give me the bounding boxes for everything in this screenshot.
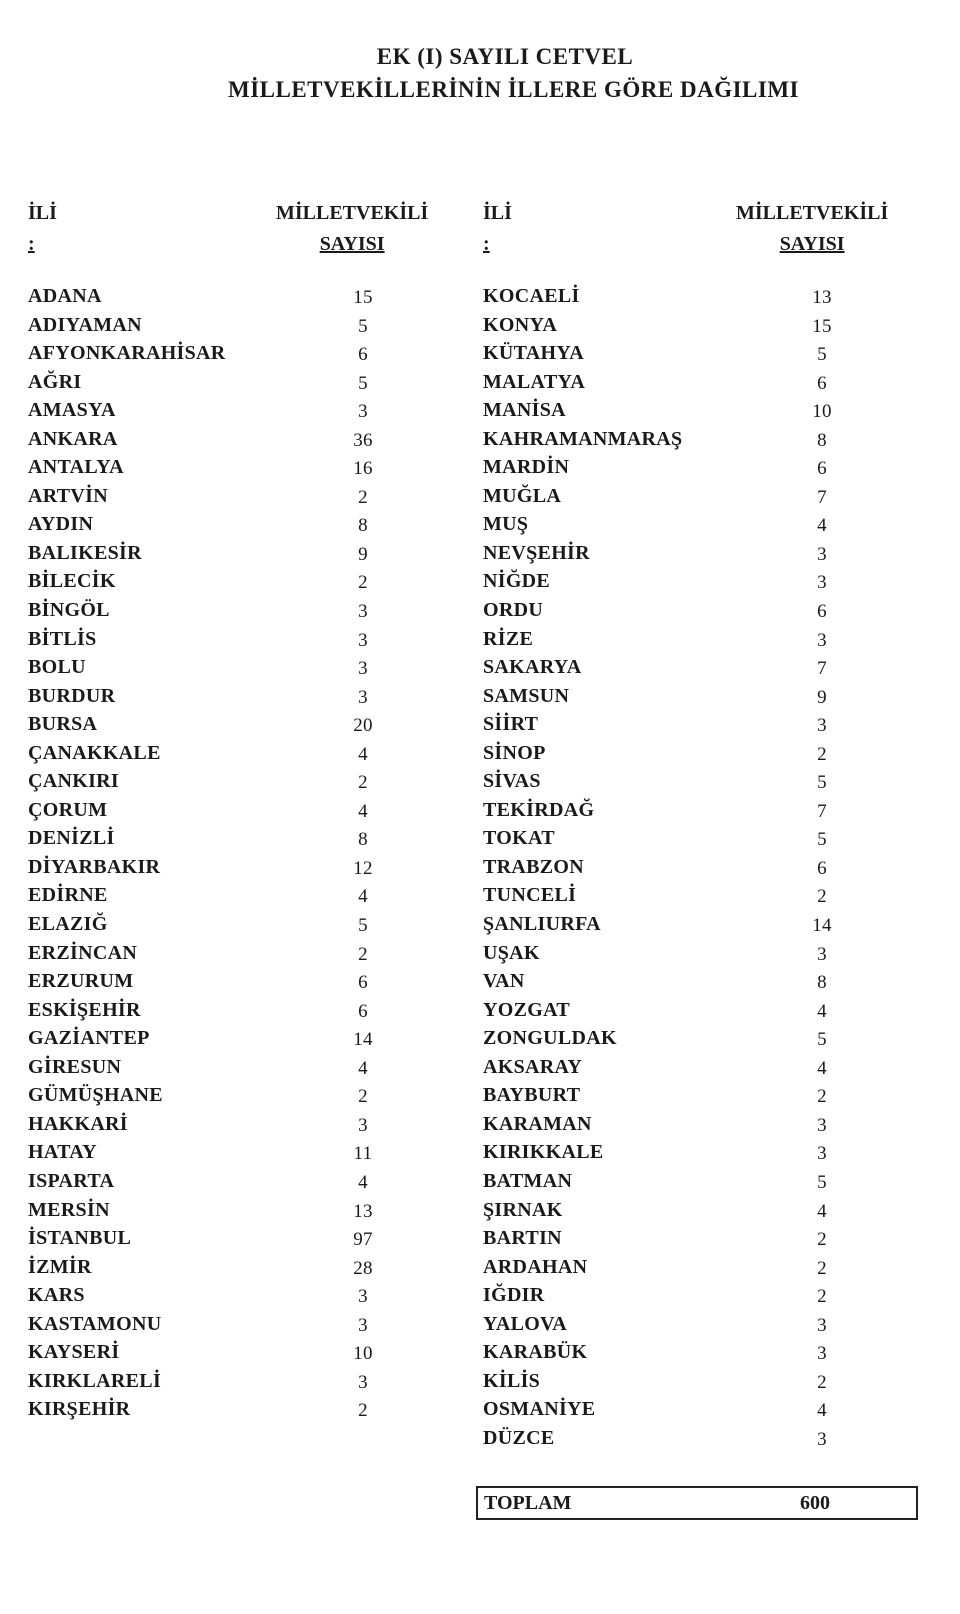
deputy-count: 8 [817, 972, 827, 994]
header-mv-sub: SAYISI [319, 233, 385, 255]
province-name: BİTLİS [28, 627, 97, 650]
province-name: BURSA [28, 713, 98, 736]
header-il-left [28, 198, 57, 260]
province-row [28, 542, 448, 571]
deputy-count: 6 [817, 372, 827, 394]
province-name: KOCAELİ [483, 285, 580, 307]
province-row [28, 1370, 448, 1399]
province-row [483, 570, 913, 599]
header-il-label: İLİ [483, 202, 512, 224]
province-row [28, 970, 448, 999]
province-name: KÜTAHYA [483, 342, 585, 365]
deputy-count: 6 [817, 857, 827, 879]
province-row [28, 770, 448, 799]
province-row [28, 1199, 448, 1228]
province-row [483, 342, 913, 371]
document-subtitle: MİLLETVEKİLLERİNİN İLLERE GÖRE DAĞILIMI [228, 77, 799, 102]
province-name: ADIYAMAN [28, 313, 142, 336]
deputy-count: 5 [358, 915, 368, 937]
province-row [483, 856, 913, 885]
header-il-label: İLİ [28, 202, 57, 224]
province-name: BURDUR [28, 684, 116, 707]
province-row [28, 285, 448, 314]
deputy-count: 3 [817, 1314, 827, 1336]
deputy-count: 14 [812, 915, 832, 937]
deputy-count: 4 [358, 800, 368, 822]
deputy-count: 16 [353, 458, 373, 480]
province-name: SİNOP [483, 741, 546, 764]
province-name: ADANA [28, 285, 102, 307]
province-name: MANİSA [483, 399, 566, 422]
province-name: RİZE [483, 627, 534, 650]
province-name: MERSİN [28, 1198, 110, 1221]
deputy-count: 3 [817, 629, 827, 651]
province-name: KONYA [483, 313, 558, 336]
document-title: EK (I) SAYILI CETVEL [376, 44, 634, 69]
province-row [483, 1341, 913, 1370]
province-row [28, 1056, 448, 1085]
province-row [483, 913, 913, 942]
province-row [28, 513, 448, 542]
province-row [28, 314, 448, 343]
deputy-count: 3 [358, 686, 368, 708]
province-row [28, 913, 448, 942]
province-row [28, 685, 448, 714]
province-row [483, 685, 913, 714]
province-row [483, 1398, 913, 1427]
province-row [28, 1313, 448, 1342]
province-name: ERZURUM [28, 970, 134, 993]
province-row [28, 999, 448, 1028]
header-il-right [483, 198, 512, 260]
province-name: DÜZCE [483, 1426, 555, 1449]
province-name: SİİRT [483, 713, 539, 736]
header-il-mark: : [28, 233, 35, 255]
province-name: ISPARTA [28, 1169, 115, 1192]
province-list-right [483, 285, 913, 1455]
province-name: TOKAT [483, 827, 555, 850]
province-row [28, 1398, 448, 1427]
province-name: AĞRI [28, 370, 82, 393]
deputy-count: 4 [358, 743, 368, 765]
province-row [28, 1113, 448, 1142]
deputy-count: 14 [353, 1029, 373, 1051]
province-row [483, 999, 913, 1028]
province-name: ARDAHAN [483, 1255, 588, 1278]
province-row [28, 599, 448, 628]
deputy-count: 10 [812, 401, 832, 423]
deputy-count: 4 [358, 1057, 368, 1079]
province-name: BATMAN [483, 1169, 573, 1192]
province-name: İZMİR [28, 1255, 92, 1278]
deputy-count: 7 [817, 486, 827, 508]
province-row [483, 1027, 913, 1056]
deputy-count: 11 [353, 1143, 373, 1165]
province-name: OSMANİYE [483, 1398, 596, 1421]
province-row [483, 656, 913, 685]
province-name: GİRESUN [28, 1055, 122, 1078]
province-name: MUŞ [483, 513, 529, 536]
province-row [483, 428, 913, 457]
province-list-left [28, 285, 448, 1427]
province-name: UŞAK [483, 941, 540, 964]
province-row [483, 1313, 913, 1342]
province-name: ÇORUM [28, 798, 108, 821]
province-row [483, 1427, 913, 1456]
deputy-count: 9 [817, 686, 827, 708]
province-name: KARS [28, 1284, 85, 1307]
province-row [483, 485, 913, 514]
province-name: BOLU [28, 656, 86, 679]
province-name: MUĞLA [483, 484, 562, 507]
province-row [28, 713, 448, 742]
province-row [28, 428, 448, 457]
province-row [483, 599, 913, 628]
header-mv-sub: SAYISI [779, 233, 845, 255]
deputy-count: 3 [358, 601, 368, 623]
deputy-count: 20 [353, 715, 373, 737]
province-row [28, 884, 448, 913]
deputy-count: 6 [358, 344, 368, 366]
province-name: YOZGAT [483, 998, 570, 1021]
province-name: TRABZON [483, 855, 585, 878]
deputy-count: 4 [817, 1057, 827, 1079]
deputy-count: 36 [353, 429, 373, 451]
deputy-count: 2 [817, 1086, 827, 1108]
deputy-count: 3 [817, 572, 827, 594]
province-name: YALOVA [483, 1312, 568, 1335]
province-row [28, 656, 448, 685]
province-row [28, 1227, 448, 1256]
deputy-count: 3 [817, 1114, 827, 1136]
deputy-count: 9 [358, 543, 368, 565]
province-row [483, 1113, 913, 1142]
deputy-count: 5 [817, 1171, 827, 1193]
province-row [28, 456, 448, 485]
province-row [28, 942, 448, 971]
deputy-count: 3 [358, 1286, 368, 1308]
province-name: KARABÜK [483, 1341, 588, 1364]
deputy-count: 3 [358, 1114, 368, 1136]
province-row [483, 1170, 913, 1199]
province-row [483, 399, 913, 428]
province-row [28, 1170, 448, 1199]
deputy-count: 15 [353, 287, 373, 308]
deputy-count: 3 [358, 658, 368, 680]
province-row [28, 1084, 448, 1113]
deputy-count: 2 [817, 1371, 827, 1393]
province-name: ŞANLIURFA [483, 913, 601, 936]
province-row [28, 371, 448, 400]
province-row [483, 314, 913, 343]
province-name: BALIKESİR [28, 541, 142, 564]
province-name: KAHRAMANMARAŞ [483, 427, 683, 450]
province-row [483, 371, 913, 400]
province-row [28, 1141, 448, 1170]
province-name: KIRŞEHİR [28, 1398, 131, 1421]
province-row [483, 770, 913, 799]
deputy-count: 5 [817, 772, 827, 794]
province-name: ESKİŞEHİR [28, 998, 141, 1021]
deputy-count: 8 [358, 829, 368, 851]
province-row [28, 1284, 448, 1313]
province-name: ERZİNCAN [28, 941, 138, 964]
province-name: ÇANAKKALE [28, 741, 161, 764]
province-row [28, 399, 448, 428]
province-name: NEVŞEHİR [483, 541, 590, 564]
deputy-count: 4 [817, 1000, 827, 1022]
deputy-count: 6 [817, 458, 827, 480]
province-name: AKSARAY [483, 1055, 583, 1078]
province-name: KARAMAN [483, 1112, 592, 1135]
deputy-count: 13 [353, 1200, 373, 1222]
province-row [483, 1084, 913, 1113]
province-name: GÜMÜŞHANE [28, 1084, 163, 1107]
province-name: KIRKLARELİ [28, 1369, 162, 1392]
deputy-count: 10 [353, 1343, 373, 1365]
deputy-count: 3 [817, 1428, 827, 1450]
province-row [483, 799, 913, 828]
province-row [483, 1256, 913, 1285]
province-row [483, 456, 913, 485]
province-name: EDİRNE [28, 884, 108, 907]
deputy-count: 4 [817, 1400, 827, 1422]
province-name: SAKARYA [483, 656, 582, 679]
province-name: MALATYA [483, 370, 586, 393]
deputy-count: 4 [817, 1200, 827, 1222]
deputy-count: 3 [817, 1343, 827, 1365]
province-row [28, 827, 448, 856]
deputy-count: 6 [358, 1000, 368, 1022]
deputy-count: 6 [817, 601, 827, 623]
province-name: KIRIKKALE [483, 1141, 604, 1164]
province-name: BİNGÖL [28, 599, 110, 622]
total-value: 600 [800, 1492, 830, 1514]
province-name: ORDU [483, 599, 544, 622]
header-mv-right [736, 198, 888, 260]
province-name: KİLİS [483, 1369, 541, 1392]
province-name: DENİZLİ [28, 827, 115, 850]
province-row [483, 884, 913, 913]
province-name: AFYONKARAHİSAR [28, 342, 226, 365]
province-name: ARTVİN [28, 484, 108, 507]
province-row [483, 1056, 913, 1085]
deputy-count: 2 [358, 1400, 368, 1422]
province-name: SİVAS [483, 770, 541, 793]
province-row [483, 285, 913, 314]
province-name: GAZİANTEP [28, 1027, 150, 1050]
deputy-count: 28 [353, 1257, 373, 1279]
province-row [28, 628, 448, 657]
province-name: MARDİN [483, 456, 570, 479]
province-row [28, 1027, 448, 1056]
province-name: TUNCELİ [483, 884, 577, 907]
province-row [483, 742, 913, 771]
province-name: DİYARBAKIR [28, 855, 161, 878]
header-il-mark: : [483, 233, 490, 255]
deputy-count: 5 [358, 315, 368, 337]
province-name: ANKARA [28, 427, 118, 450]
province-row [483, 628, 913, 657]
province-name: HATAY [28, 1141, 97, 1164]
deputy-count: 3 [817, 943, 827, 965]
province-row [483, 1199, 913, 1228]
province-row [483, 1227, 913, 1256]
province-name: BİLECİK [28, 570, 116, 593]
deputy-count: 7 [817, 658, 827, 680]
deputy-count: 13 [812, 287, 832, 308]
deputy-count: 3 [817, 543, 827, 565]
deputy-count: 5 [817, 829, 827, 851]
deputy-count: 3 [817, 715, 827, 737]
province-name: HAKKARİ [28, 1112, 128, 1135]
header-mv-label: MİLLETVEKİLİ [276, 202, 429, 224]
province-row [28, 799, 448, 828]
deputy-count: 4 [817, 515, 827, 537]
province-name: ZONGULDAK [483, 1027, 617, 1050]
deputy-count: 3 [358, 629, 368, 651]
province-row [483, 970, 913, 999]
deputy-count: 2 [817, 1286, 827, 1308]
province-row [483, 1284, 913, 1313]
deputy-count: 2 [358, 1086, 368, 1108]
province-name: KASTAMONU [28, 1312, 162, 1335]
province-name: ÇANKIRI [28, 770, 119, 793]
deputy-count: 5 [817, 1029, 827, 1051]
deputy-count: 7 [817, 800, 827, 822]
province-row [483, 1370, 913, 1399]
deputy-count: 15 [812, 315, 832, 337]
province-row [483, 1141, 913, 1170]
province-row [483, 542, 913, 571]
header-mv-label: MİLLETVEKİLİ [736, 202, 889, 224]
deputy-count: 5 [358, 372, 368, 394]
deputy-count: 3 [358, 401, 368, 423]
province-name: SAMSUN [483, 684, 570, 707]
province-row [28, 342, 448, 371]
deputy-count: 2 [358, 943, 368, 965]
province-row [28, 570, 448, 599]
deputy-count: 8 [358, 515, 368, 537]
deputy-count: 3 [358, 1314, 368, 1336]
province-name: BAYBURT [483, 1084, 581, 1107]
province-row [483, 942, 913, 971]
province-name: ANTALYA [28, 456, 124, 479]
deputy-count: 2 [358, 572, 368, 594]
province-name: BARTIN [483, 1227, 562, 1250]
deputy-count: 5 [817, 344, 827, 366]
total-label: TOPLAM [484, 1492, 572, 1514]
province-name: TEKİRDAĞ [483, 798, 595, 821]
province-name: NİĞDE [483, 570, 551, 593]
province-row [483, 827, 913, 856]
deputy-count: 3 [817, 1143, 827, 1165]
deputy-count: 6 [358, 972, 368, 994]
province-row [28, 1256, 448, 1285]
deputy-count: 12 [353, 857, 373, 879]
deputy-count: 2 [817, 886, 827, 908]
province-name: KAYSERİ [28, 1341, 120, 1364]
deputy-count: 2 [358, 772, 368, 794]
province-row [28, 742, 448, 771]
deputy-count: 97 [353, 1229, 373, 1251]
header-mv-left [276, 198, 428, 260]
deputy-count: 4 [358, 886, 368, 908]
province-row [28, 856, 448, 885]
province-row [483, 713, 913, 742]
deputy-count: 8 [817, 429, 827, 451]
province-name: ŞIRNAK [483, 1198, 563, 1221]
province-name: İSTANBUL [28, 1227, 132, 1250]
deputy-count: 2 [817, 1257, 827, 1279]
province-name: AMASYA [28, 399, 116, 422]
province-row [28, 1341, 448, 1370]
deputy-count: 2 [817, 1229, 827, 1251]
total-box [476, 1486, 918, 1520]
deputy-count: 2 [358, 486, 368, 508]
deputy-count: 3 [358, 1371, 368, 1393]
province-name: IĞDIR [483, 1284, 545, 1307]
province-row [483, 513, 913, 542]
province-name: AYDIN [28, 513, 94, 536]
deputy-count: 2 [817, 743, 827, 765]
deputy-count: 4 [358, 1171, 368, 1193]
province-row [28, 485, 448, 514]
province-name: VAN [483, 970, 525, 993]
province-name: ELAZIĞ [28, 913, 108, 936]
